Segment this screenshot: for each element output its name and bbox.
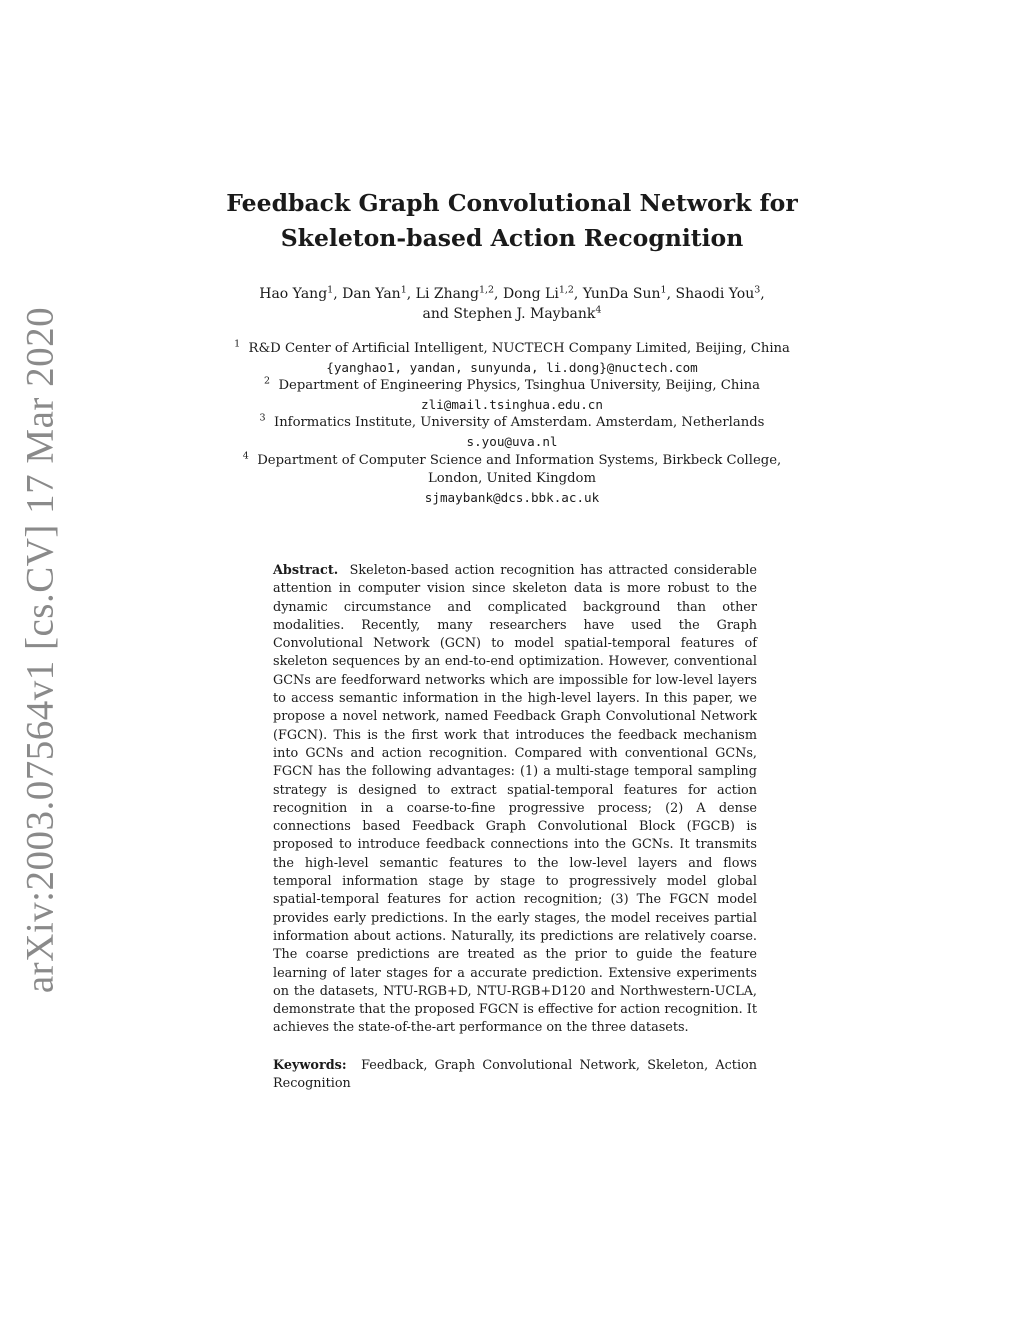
affiliation-3-email: s.you@uva.nl	[466, 433, 558, 449]
author-affil-mark: 3	[754, 284, 761, 296]
paper-title	[0, 186, 1024, 256]
author-affil-mark: 1	[327, 284, 334, 296]
author-name: Hao Yang	[259, 286, 328, 302]
author-name: Dong Li	[502, 286, 559, 302]
author-affil-mark: 1	[400, 284, 407, 296]
author-affil-mark: 1,2	[558, 284, 574, 296]
keywords-text: Feedback, Graph Convolutional Network, Skeleton, Action Recognition	[273, 1058, 757, 1092]
abstract-text: Skeleton-based action recognition has attracted considerable attention in computer vision since skeleton data is more robust to the dynamic circumstance and complicated background than other modalities. Recently, many researchers have used the Graph Convolutional Network (GCN) to model spatial-temporal features of skeleton sequences by an end-to-end optimization. However, conventional GCNs are feedforward networks which are impossible for low-level layers to access semantic information in the high-level layers. In this paper, we propose a novel network, named Feedback Graph Convolutional Network (FGCN). This is the first work that introduces the feedback mechanism into GCNs and action recognition. Compared with conventional GCNs, FGCN has the following advantages: (1) a multi-stage temporal sampling strategy is designed to extract spatial-temporal features for action recognition in a coarse-to-fine progressive process; (2) A dense connections based Feedback Graph Convolutional Block (FGCB) is proposed to introduce feedback connections into the GCNs. It transmits the high-level semantic features to the low-level layers and flows temporal information stage by stage to progressively model global spatial-temporal features for action recognition; (3) The FGCN model provides early predictions. In the early stages, the model receives partial information about actions. Naturally, its predictions are relatively coarse. The coarse predictions are treated as the prior to guide the feature learning of later stages for a accurate prediction. Extensive experiments on the datasets, NTU-RGB+D, NTU-RGB+D120 and Northwestern-UCLA, demonstrate that the proposed FGCN is effective for action recognition. It achieves the state-of-the-art performance on the three datasets.	[273, 563, 757, 1036]
title-line-2: Skeleton-based Action Recognition	[280, 224, 744, 252]
affiliation-4-email: sjmaybank@dcs.bbk.ac.uk	[424, 489, 600, 505]
affiliation-2-email: zli@mail.tsinghua.edu.cn	[421, 396, 603, 412]
title-line-1: Feedback Graph Convolutional Network for	[226, 189, 798, 217]
affiliation-3: $^3$ Informatics Institute, University of Amsterdam. Amsterdam, Netherlands	[259, 412, 765, 431]
affiliations	[0, 340, 1024, 507]
affiliation-1: $^1$ R&D Center of Artificial Intelligent, NUCTECH Company Limited, Beijing, China	[234, 338, 790, 356]
author-name: Shaodi You	[675, 286, 755, 302]
author-name: Li Zhang	[415, 286, 479, 302]
author-affil-mark: 1,2	[478, 284, 495, 296]
author-affil-mark: 1	[660, 284, 667, 296]
abstract-label: Abstract.	[273, 563, 339, 578]
keywords	[273, 1057, 757, 1094]
affiliation-2: $^2$ Department of Engineering Physics, Tsinghua University, Beijing, China	[264, 375, 760, 394]
author-line-1: Hao Yang$^1$, Dan Yan$^1$, Li Zhang$^{1,2}$, Dong Li$^{1,2}$, YunDa Sun$^1$, Shaodi You$^3$,	[259, 284, 765, 302]
keywords-label: Keywords:	[273, 1058, 347, 1073]
arxiv-id-text: arXiv:2003.07564v1 [cs.CV] 17 Mar 2020	[18, 306, 62, 994]
author-line-2	[0, 304, 1024, 324]
author-affil-mark: 4	[595, 304, 602, 316]
author-list	[0, 284, 1024, 324]
abstract	[273, 562, 757, 1038]
author-name: YunDa Sun	[582, 286, 661, 302]
author-name: Dan Yan	[342, 286, 401, 302]
arxiv-watermark	[18, 306, 63, 994]
affiliation-4: $^4$ Department of Computer Science and Information Systems, Birkbeck College,	[242, 450, 782, 468]
affiliation-4-cont: London, United Kingdom	[428, 471, 596, 487]
affiliation-1-email: {yanghao1, yandan, sunyunda, li.dong}@nuctech.com	[326, 359, 698, 375]
author-name: and Stephen J. Maybank	[422, 306, 596, 322]
